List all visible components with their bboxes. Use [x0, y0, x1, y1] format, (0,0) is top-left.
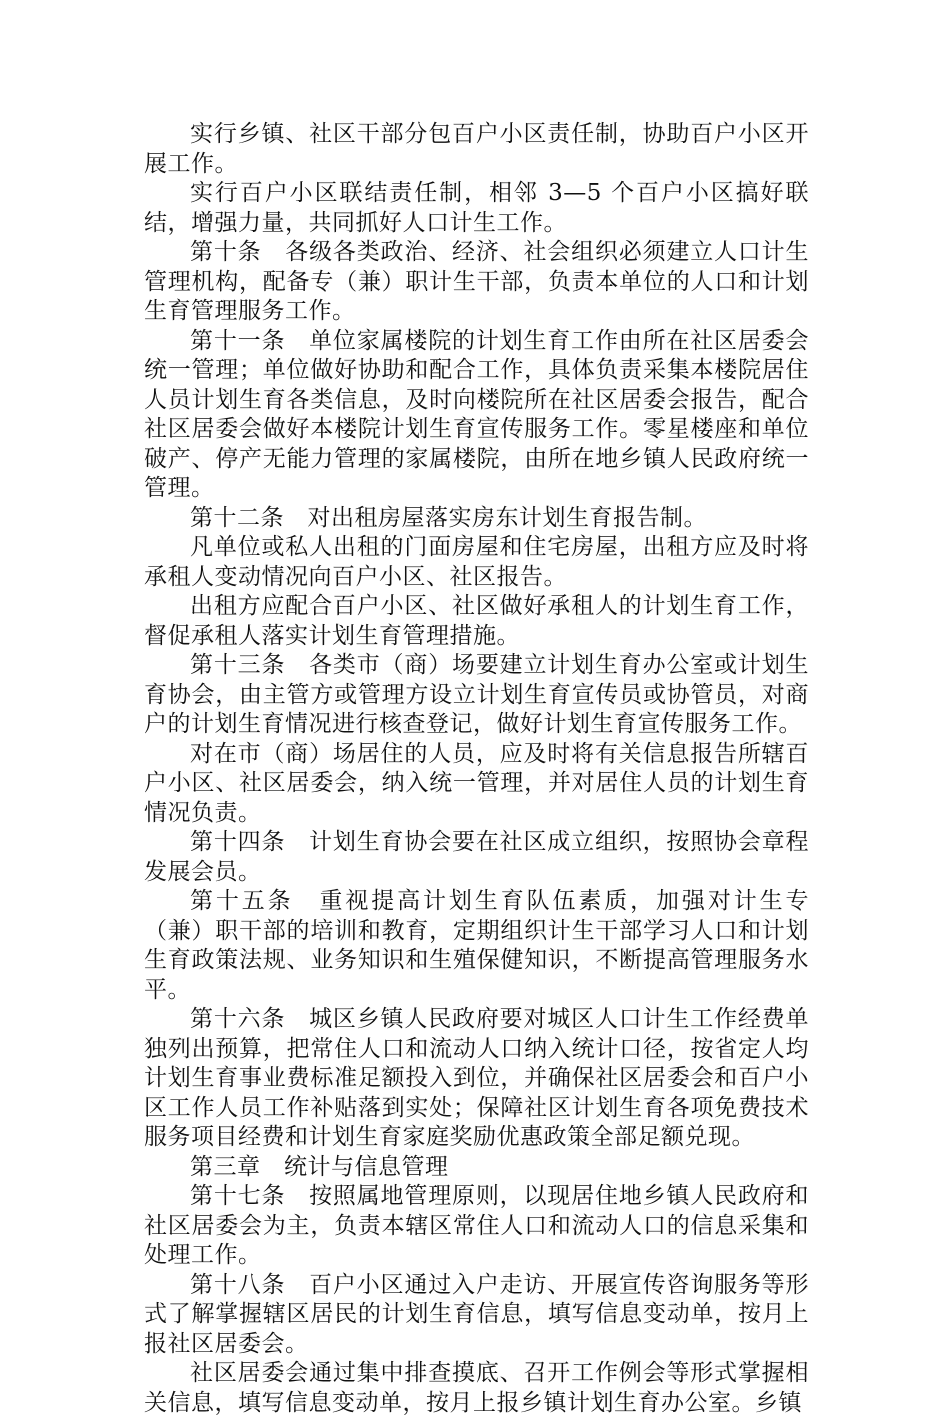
paragraph-1: 实行乡镇、社区干部分包百户小区责任制，协助百户小区开展工作。	[144, 121, 809, 177]
chapter-3-heading: 第三章 统计与信息管理	[190, 1153, 449, 1180]
paragraph-rental-report: 凡单位或私人出租的门面房屋和住宅房屋，出租方应及时将承租人变动情况向百户小区、社区报告。	[144, 534, 809, 590]
article-12: 第十二条 对出租房屋落实房东计划生育报告制。	[190, 504, 707, 531]
article-13: 第十三条 各类市（商）场要建立计划生育办公室或计划生育协会，由主管方或管理方设立计划生育宣传员或协管员，对商户的计划生育情况进行核查登记，做好计划生育宣传服务工作。	[144, 652, 809, 737]
article-14: 第十四条 计划生育协会要在社区成立组织，按照协会章程发展会员。	[144, 829, 809, 885]
article-11: 第十一条 单位家属楼院的计划生育工作由所在社区居委会统一管理；单位做好协助和配合工作，具体负责采集本楼院居住人员计划生育各类信息，及时向楼院所在社区居委会报告，配合社区居委会做好本楼院计划生育宣传服务工作。零星楼座和单位破产、停产无能力管理的家属楼院，由所在地乡镇人民政府统一管理。	[144, 327, 809, 501]
paragraph-rental-cooperate: 出租方应配合百户小区、社区做好承租人的计划生育工作，督促承租人落实计划生育管理措施。	[144, 593, 809, 649]
article-17: 第十七条 按照属地管理原则，以现居住地乡镇人民政府和社区居委会为主，负责本辖区常住人口和流动人口的信息采集和处理工作。	[144, 1183, 809, 1268]
paragraph-2: 实行百户小区联结责任制，相邻 3—5 个百户小区搞好联结，增强力量，共同抓好人口计生工作。	[144, 180, 809, 236]
document-body	[144, 120, 809, 1418]
article-16: 第十六条 城区乡镇人民政府要对城区人口计生工作经费单独列出预算，把常住人口和流动人口纳入统计口径，按省定人均计划生育事业费标准足额投入到位，并确保社区居委会和百户小区工作人员工作补贴落到实处；保障社区计划生育各项免费技术服务项目经费和计划生育家庭奖励优惠政策全部足额兑现。	[144, 1006, 809, 1150]
paragraph-community-committee: 社区居委会通过集中排查摸底、召开工作例会等形式掌握相关信息，填写信息变动单，按月上报乡镇计划生育办公室。乡镇	[144, 1360, 809, 1416]
article-15: 第十五条 重视提高计划生育队伍素质，加强对计生专（兼）职干部的培训和教育，定期组织计生干部学习人口和计划生育政策法规、业务知识和生殖保健知识，不断提高管理服务水平。	[144, 888, 809, 1003]
article-10: 第十条 各级各类政治、经济、社会组织必须建立人口计生管理机构，配备专（兼）职计生干部，负责本单位的人口和计划生育管理服务工作。	[144, 239, 809, 324]
article-18: 第十八条 百户小区通过入户走访、开展宣传咨询服务等形式了解掌握辖区居民的计划生育信息，填写信息变动单，按月上报社区居委会。	[144, 1271, 809, 1357]
paragraph-market-residents: 对在市（商）场居住的人员，应及时将有关信息报告所辖百户小区、社区居委会，纳入统一管理，并对居住人员的计划生育情况负责。	[144, 740, 809, 826]
